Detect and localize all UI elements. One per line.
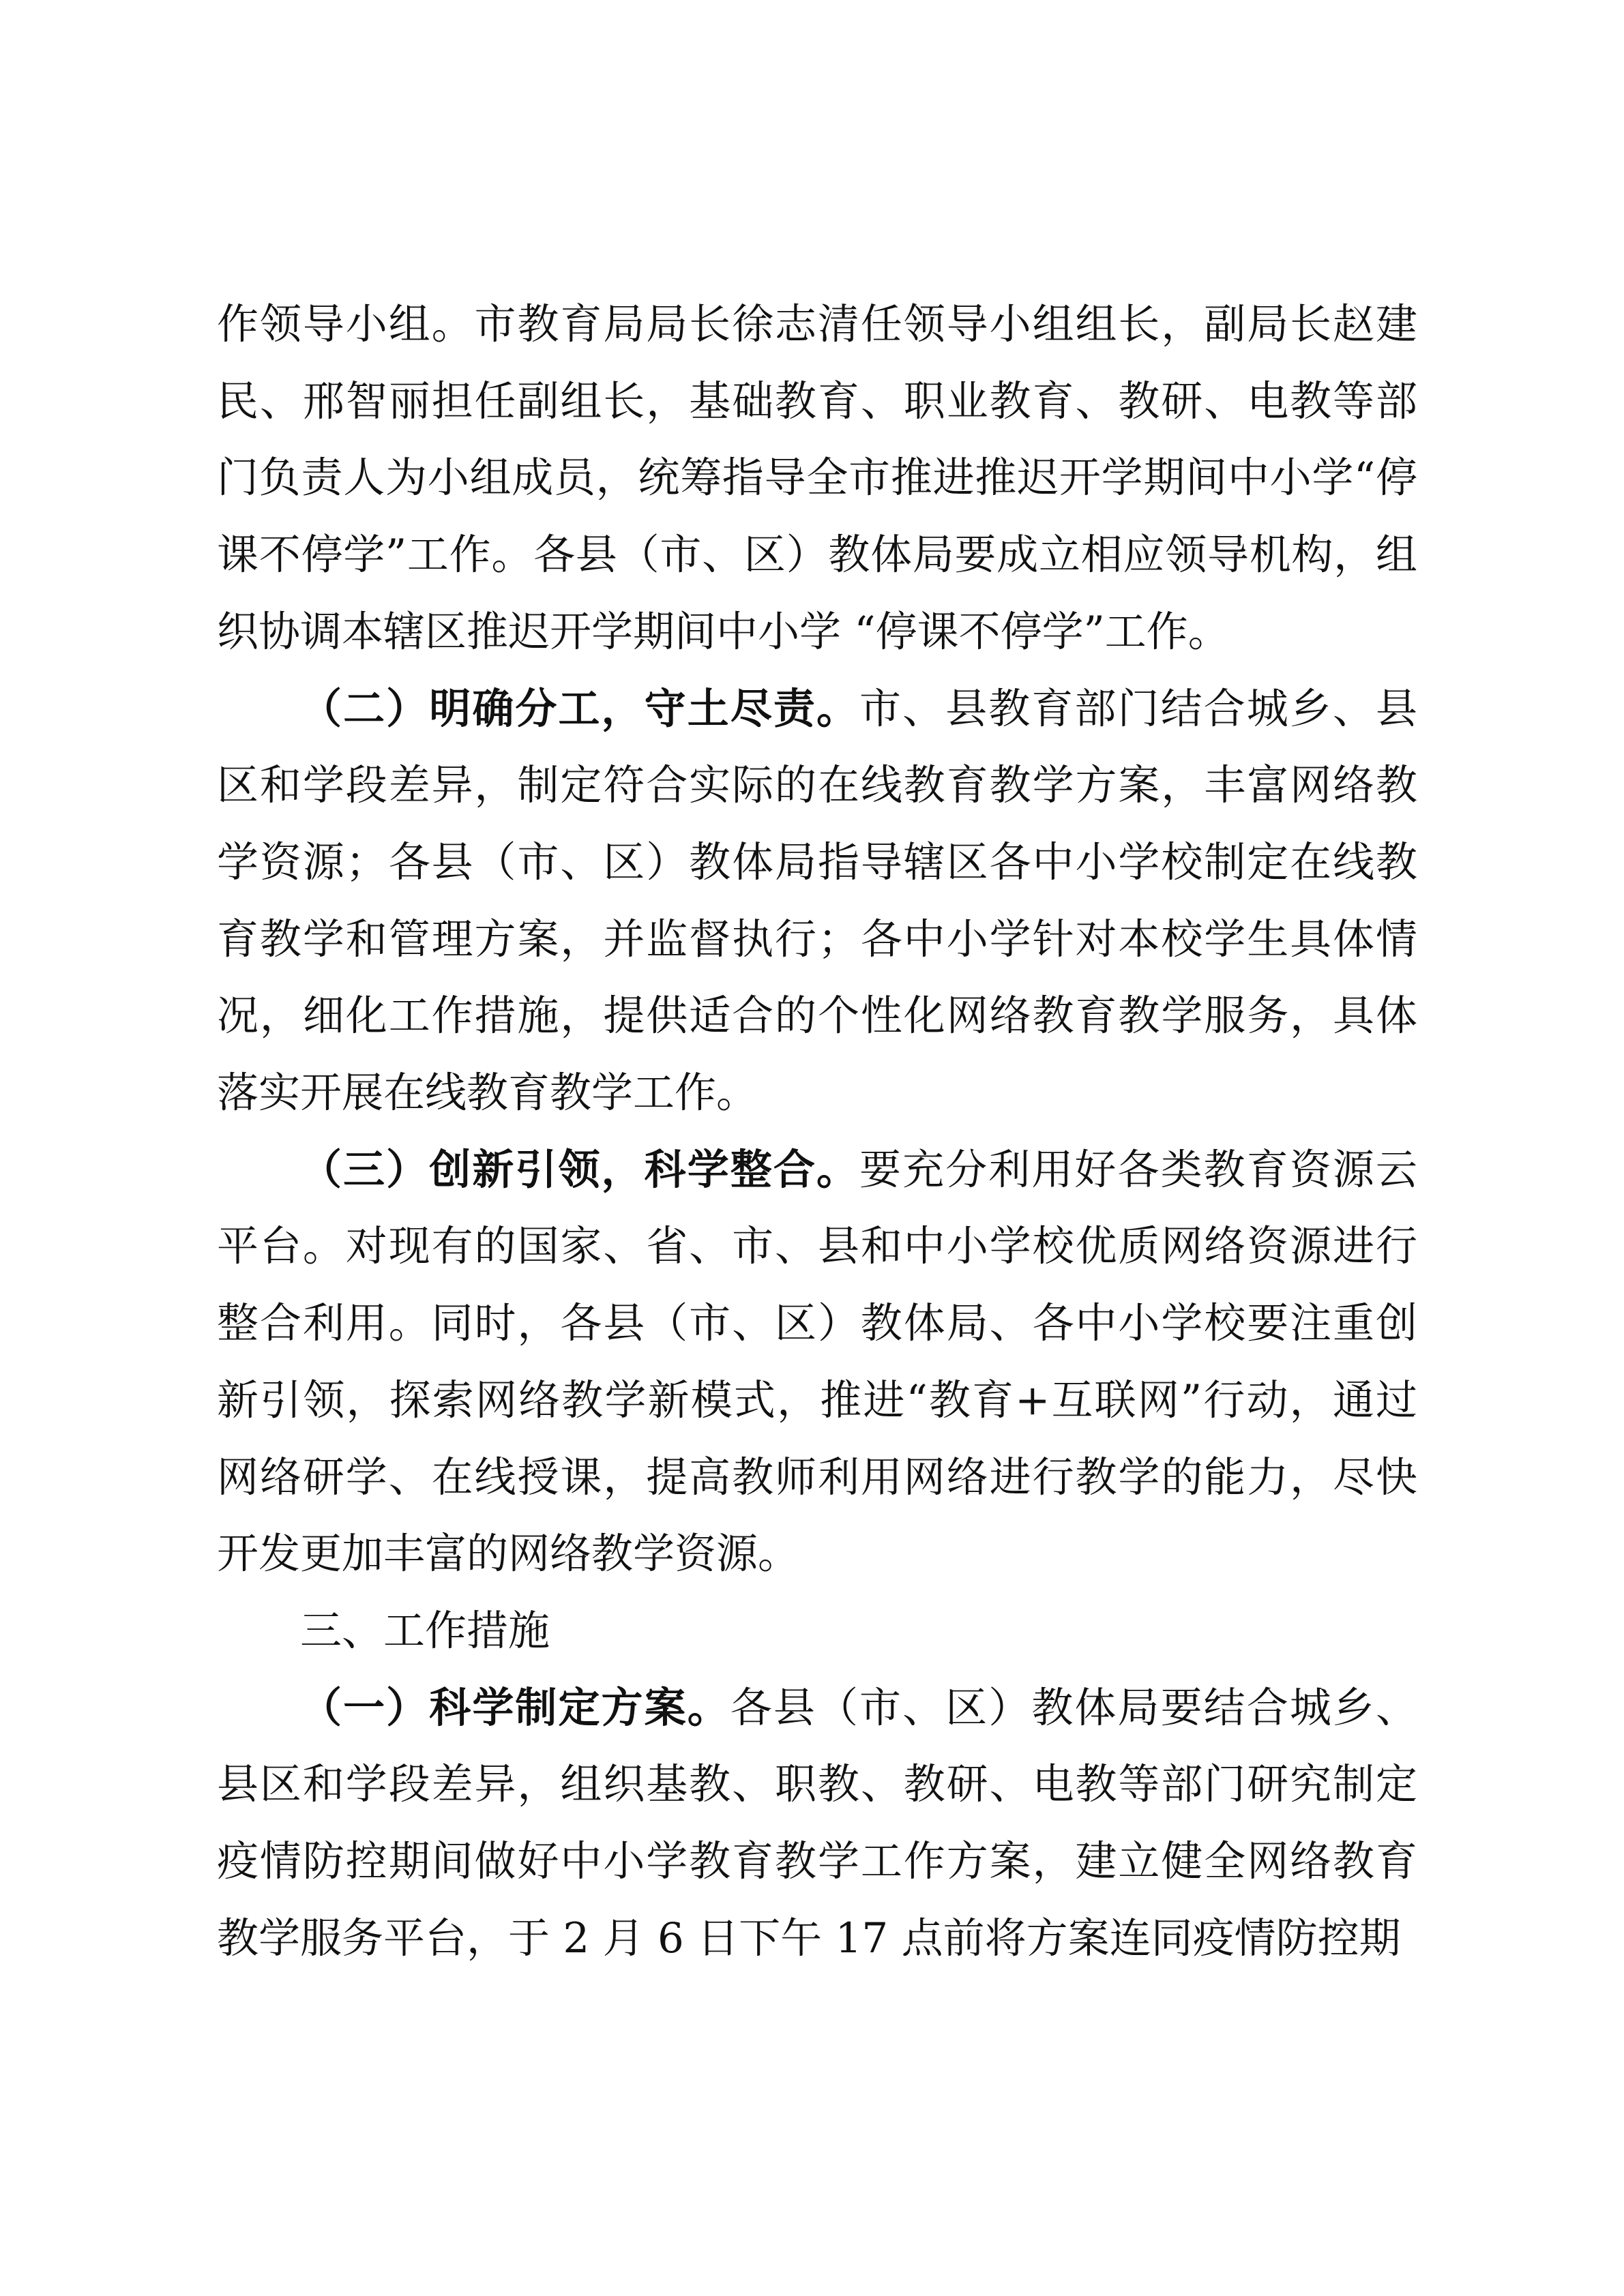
paragraph-lead-heading: （一）科学制定方案。	[300, 1683, 730, 1732]
section-heading-work-measures	[217, 1593, 1417, 1670]
document-body	[217, 286, 1417, 1977]
section-heading-text: 三、工作措施	[300, 1606, 550, 1655]
paragraph-text: 要充分利用好各类教育资源云平台。对现有的国家、省、市、县和中小学校优质网络资源进行整合利用。同时，各县（市、区）教体局、各中小学校要注重创新引领，探索网络教学新模式，推进“教育+互联网”行动，通过网络研学、在线授课，提高教师利用网络进行教学的能力，尽快开发更加丰富的网络教学资源。	[217, 1145, 1417, 1579]
paragraph-lead-heading: （二）明确分工，守土尽责。	[300, 684, 860, 733]
paragraph-division-of-labor	[217, 671, 1417, 1132]
paragraph-lead-heading: （三）创新引领，科学整合。	[300, 1145, 860, 1194]
paragraph-leadership-group	[217, 286, 1417, 671]
paragraph-innovation	[217, 1132, 1417, 1593]
paragraph-text: 各县（市、区）教体局要结合城乡、县区和学段差异，组织基教、职教、教研、电教等部门研究制定疫情防控期间做好中小学教育教学工作方案，建立健全网络教育教学服务平台，于 2 月 6 日下午 17 点前将方案连同疫情防控期	[217, 1683, 1417, 1963]
paragraph-text: 市、县教育部门结合城乡、县区和学段差异，制定符合实际的在线教育教学方案，丰富网络教学资源；各县（市、区）教体局指导辖区各中小学校制定在线教育教学和管理方案，并监督执行；各中小学针对本校学生具体情况，细化工作措施，提供适合的个性化网络教育教学服务，具体落实开展在线教育教学工作。	[217, 684, 1417, 1118]
paragraph-plan-formulation	[217, 1670, 1417, 1978]
paragraph-text: 作领导小组。市教育局局长徐志清任领导小组组长，副局长赵建民、邢智丽担任副组长，基础教育、职业教育、教研、电教等部门负责人为小组成员，统筹指导全市推进推迟开学期间中小学“停课不停学”工作。各县（市、区）教体局要成立相应领导机构，组织协调本辖区推迟开学期间中小学 “停课不停学”工作。	[217, 300, 1417, 656]
